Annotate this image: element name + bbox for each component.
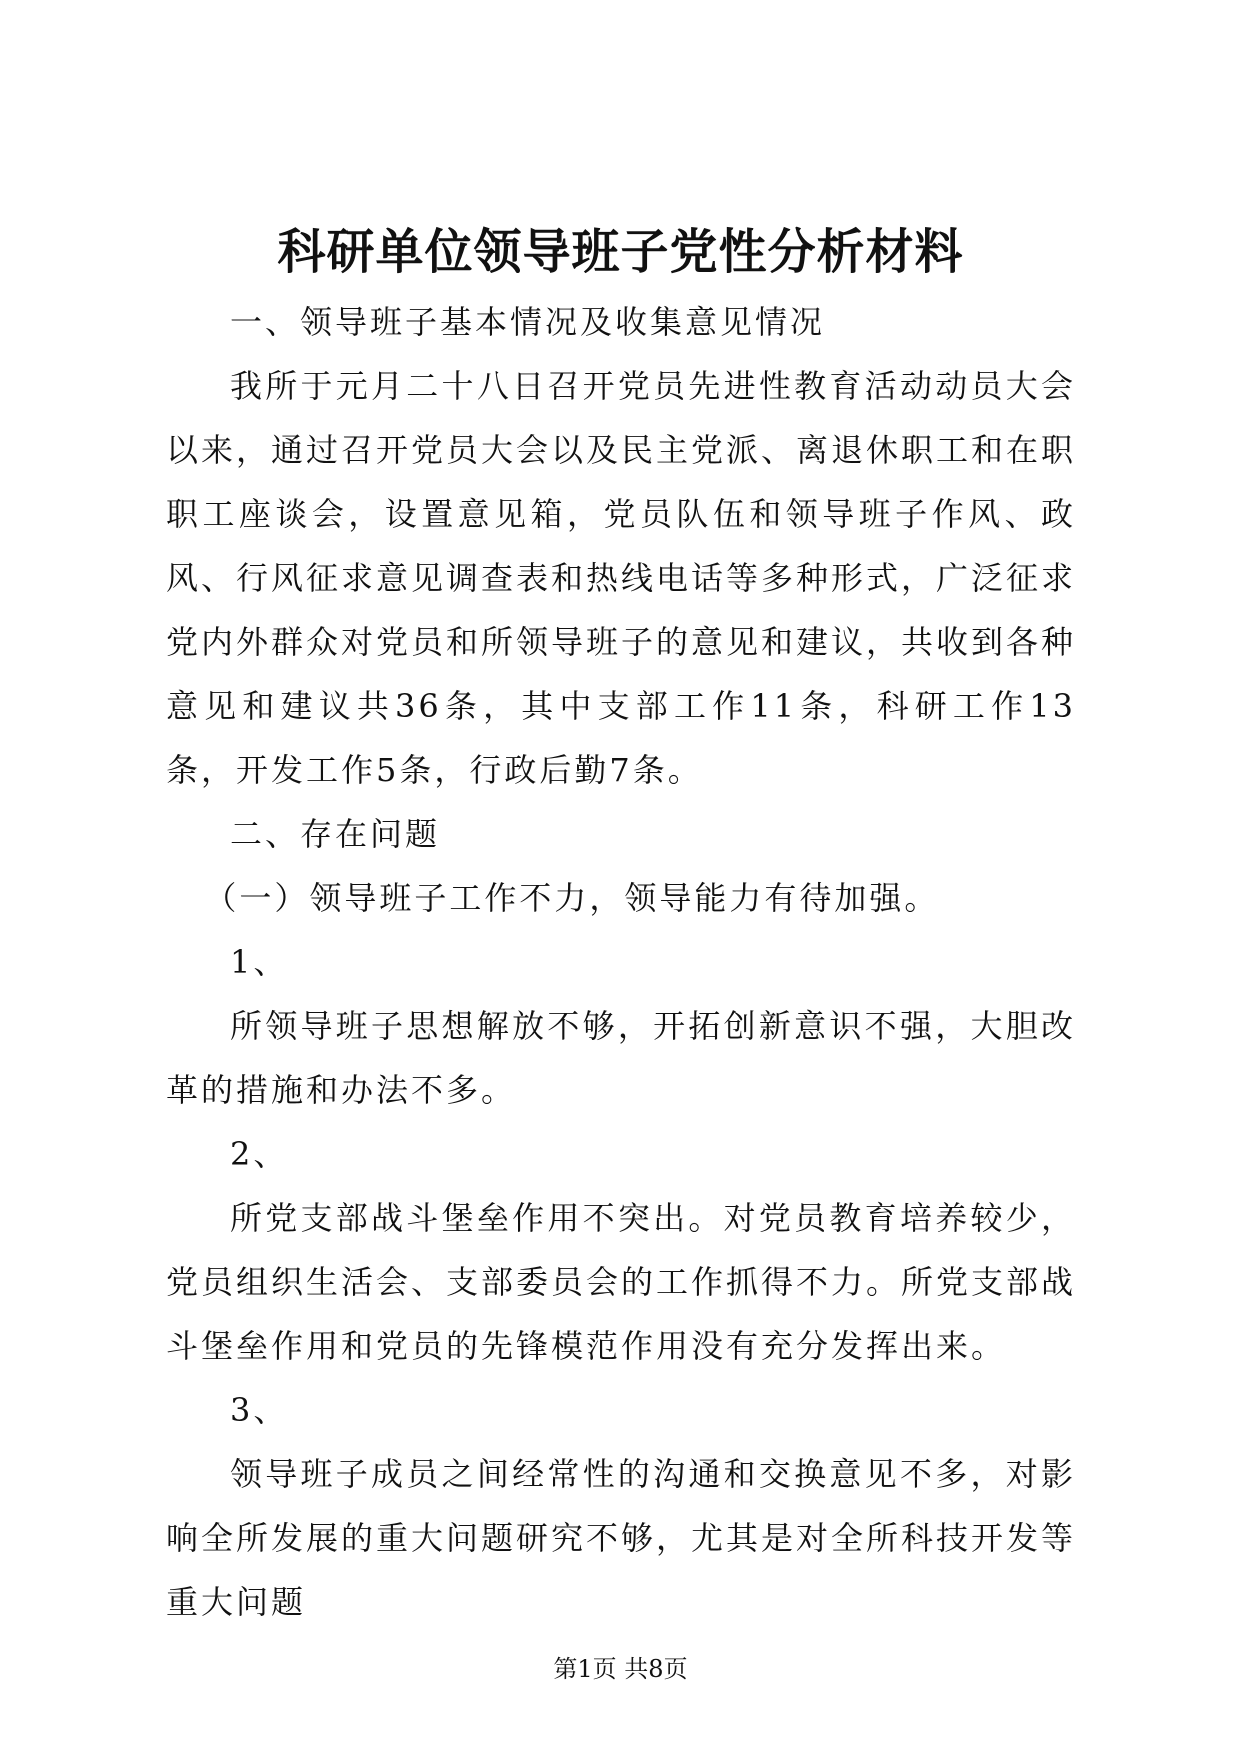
- list-number: 2、: [230, 1135, 289, 1173]
- paragraph: 所党支部战斗堡垒作用不突出。对党员教育培养较少，党员组织生活会、支部委员会的工作抓得不力。所党支部战斗堡垒作用和党员的先锋模范作用没有充分发挥出来。: [166, 1199, 1077, 1365]
- document-title: 科研单位领导班子党性分析材料: [277, 224, 964, 280]
- list-number: 1、: [230, 943, 289, 981]
- list-number: 3、: [230, 1391, 289, 1429]
- subsection-heading: （一）领导班子工作不力，领导能力有待加强。: [204, 879, 940, 917]
- page-footer: 第1页 共8页: [553, 1655, 688, 1683]
- section-heading: 二、存在问题: [230, 815, 441, 853]
- document-body: [166, 290, 1076, 1634]
- section-heading: 一、领导班子基本情况及收集意见情况: [230, 303, 826, 341]
- paragraph: 领导班子成员之间经常性的沟通和交换意见不多，对影响全所发展的重大问题研究不够，尤其是对全所科技开发等重大问题: [166, 1455, 1077, 1621]
- paragraph: 我所于元月二十八日召开党员先进性教育活动动员大会以来，通过召开党员大会以及民主党派、离退休职工和在职职工座谈会，设置意见箱，党员队伍和领导班子作风、政风、行风征求意见调查表和热线电话等多种形式，广泛征求党内外群众对党员和所领导班子的意见和建议，共收到各种意见和建议共36条，其中支部工作11条，科研工作13条，开发工作5条，行政后勤7条。: [166, 367, 1077, 789]
- paragraph: 所领导班子思想解放不够，开拓创新意识不强，大胆改革的措施和办法不多。: [166, 1007, 1076, 1109]
